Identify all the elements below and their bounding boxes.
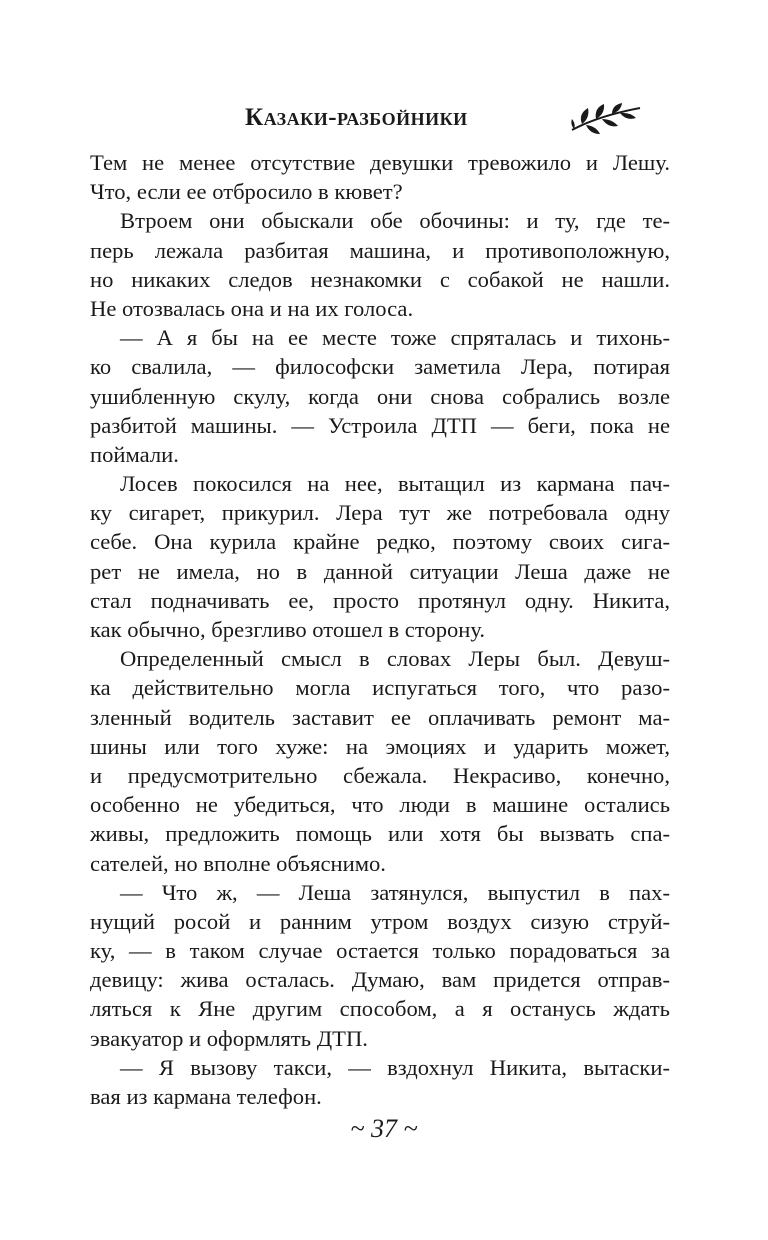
- paragraph: [90, 323, 670, 469]
- text-line: нущий росой и ранним утром воздух сизую струй-: [90, 908, 670, 934]
- text-line: девицу: жива осталась. Думаю, вам придется отправ-: [90, 967, 670, 993]
- running-header: [0, 102, 768, 138]
- paragraph: [90, 644, 670, 878]
- text-line: — А я бы на ее месте тоже спряталась и тихонь-: [120, 325, 670, 351]
- paragraph: [90, 878, 670, 1053]
- text-line: — Что ж, — Леша затянулся, выпустил в пах-: [120, 879, 670, 905]
- text-line: ка действительно могла испугаться того, что разо-: [90, 675, 670, 701]
- text-line: стал подначивать ее, просто протянул одну. Никита,: [90, 587, 670, 613]
- text-line: но никаких следов незнакомки с собакой не нашли.: [90, 266, 670, 292]
- text-line: и предусмотрительно сбежала. Некрасиво, конечно,: [90, 762, 670, 788]
- leaf-branch-icon: [568, 102, 644, 138]
- text-line: шины или того хуже: на эмоциях и ударить может,: [90, 733, 670, 759]
- text-line: Определенный смысл в словах Леры был. Девуш-: [120, 646, 670, 672]
- text-line: себе. Она курила крайне редко, поэтому своих сига-: [90, 529, 670, 555]
- text-line: вая из кармана телефон.: [90, 1084, 322, 1109]
- text-line: ушибленную скулу, когда они снова собрались возле: [90, 383, 670, 409]
- text-line: Лосев покосился на нее, вытащил из кармана пач-: [120, 471, 670, 497]
- text-line: Что, если ее отбросило в кювет?: [90, 179, 403, 205]
- text-line: Тем не менее отсутствие девушки тревожило и Лешу.: [90, 150, 670, 175]
- text-line: перь лежала разбитая машина, и противоположную,: [90, 237, 670, 263]
- text-line: особенно не убедиться, что люди в машине остались: [90, 792, 670, 818]
- paragraph: [90, 469, 670, 644]
- text-line: разбитой машины. — Устроила ДТП — беги, пока не: [90, 412, 670, 438]
- text-line: ку сигарет, прикурил. Лера тут же потребовала одну: [90, 500, 670, 526]
- text-line: эвакуатор и оформлять ДТП.: [90, 1025, 368, 1051]
- text-line: рет не имела, но в данной ситуации Леша даже не: [90, 558, 670, 584]
- paragraph: [90, 1053, 670, 1111]
- text-line: ко свалила, — философски заметила Лера, потирая: [90, 354, 670, 380]
- paragraph: [90, 206, 670, 323]
- paragraph: [90, 148, 670, 206]
- text-line: сателей, но вполне объяснимо.: [90, 850, 386, 876]
- text-line: Втроем они обыскали обе обочины: и ту, где те-: [120, 208, 670, 234]
- text-line: поймали.: [90, 441, 179, 467]
- text-line: ку, — в таком случае остается только порадоваться за: [90, 938, 670, 964]
- book-title: Казаки-разбойники: [245, 104, 468, 131]
- text-line: ляться к Яне другим способом, а я останусь ждать: [90, 996, 670, 1022]
- text-line: Не отозвалась она и на их голоса.: [90, 295, 414, 321]
- text-line: живы, предложить помощь или хотя бы вызвать спа-: [90, 821, 670, 847]
- text-line: зленный водитель заставит ее оплачивать ремонт ма-: [90, 704, 670, 730]
- text-line: — Я вызову такси, — вздохнул Никита, вытаски-: [120, 1054, 670, 1080]
- page-number: ~ 37 ~: [350, 1114, 418, 1143]
- text-line: как обычно, брезгливо отошел в сторону.: [90, 617, 486, 642]
- body-text: [90, 148, 670, 1111]
